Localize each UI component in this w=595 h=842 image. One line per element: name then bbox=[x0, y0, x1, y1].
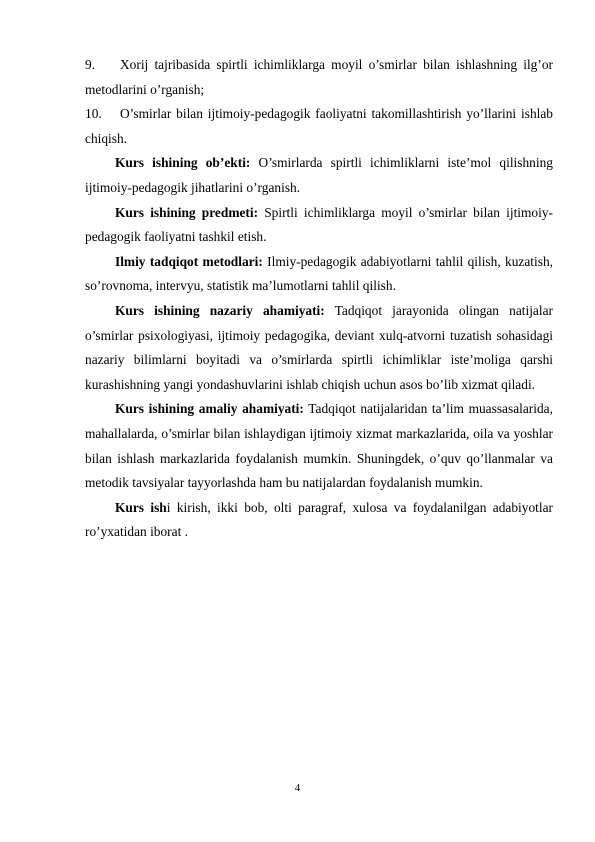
section-text: Ilmiy-pedagogik adabiyotlarni tahlil qilish, kuzatish, so’rovnoma, intervyu, statistik ma’lumotlarni tahlil qilish. bbox=[85, 253, 553, 294]
list-number: 9. bbox=[85, 57, 96, 72]
section-methods bbox=[85, 250, 553, 299]
list-number: 10. bbox=[85, 106, 102, 122]
section-text: i kirish, ikki bob, olti paragraf, xulosa va foydalanilgan adabiyotlar ro’yxatidan iborat . bbox=[85, 499, 553, 540]
section-text: Spirtli ichimliklarga moyil o’smirlar bilan ijtimoiy-pedagogik faoliyatni tashkil etish. bbox=[85, 204, 553, 245]
section-label: Ilmiy tadqiqot metodlari: bbox=[115, 253, 263, 269]
list-item-text: O’smirlar bilan ijtimoiy-pedagogik faoliyatni takomillashtirish yo’llarini ishlab chiqish. bbox=[85, 106, 553, 146]
section-structure bbox=[85, 496, 553, 545]
section-label: Kurs ish bbox=[115, 499, 167, 515]
section-text: O’smirlarda spirtli ichimliklarni iste’mol qilishning ijtimoiy-pedagogik jihatlarini o’rganish. bbox=[85, 155, 553, 195]
list-item-text: Xorij tajribasida spirtli ichimliklarga moyil o’smirlar bilan ishlashning ilg’or metodlarini o’rganish; bbox=[85, 57, 553, 97]
section-text: Tadqiqot natijalaridan ta’lim muassasalarida, mahallalarda, o’smirlar bilan ishlaydigan ijtimoiy xizmat markazlarida, oila va yoshlar bilan ishlash markazlarida foydalanish mumkin. Shuningdek, o’quv qo’llanmalar va metodik tavsiyalar tayyorlashda ham bu natijalardan foydalanish mumkin. bbox=[85, 401, 553, 491]
list-item-9 bbox=[85, 53, 553, 102]
section-subject bbox=[85, 201, 553, 250]
section-label: Kurs ishining amaliy ahamiyati: bbox=[115, 401, 304, 417]
page-content bbox=[85, 53, 553, 545]
section-label: Kurs ishining predmeti: bbox=[115, 204, 259, 220]
section-text: Tadqiqot jarayonida olingan natijalar o’smirlar psixologiyasi, ijtimoiy pedagogika, deviant xulq-atvorni tuzatish sohasidagi nazariy bilimlarni boyitadi va o’smirlarda spirtli ichimliklar iste’moliga qarshi kurashishning yangi yondashuvlarini ishlab chiqish uchun asos bo’lib xizmat qiladi. bbox=[85, 302, 553, 392]
section-object bbox=[85, 151, 553, 200]
section-label: Kurs ishining nazariy ahamiyati: bbox=[115, 302, 325, 318]
section-theoretical-significance bbox=[85, 299, 553, 397]
page-number: 4 bbox=[294, 782, 301, 794]
section-label: Kurs ishining ob’ekti: bbox=[115, 155, 251, 171]
list-item-10 bbox=[85, 102, 553, 151]
section-practical-significance bbox=[85, 397, 553, 495]
